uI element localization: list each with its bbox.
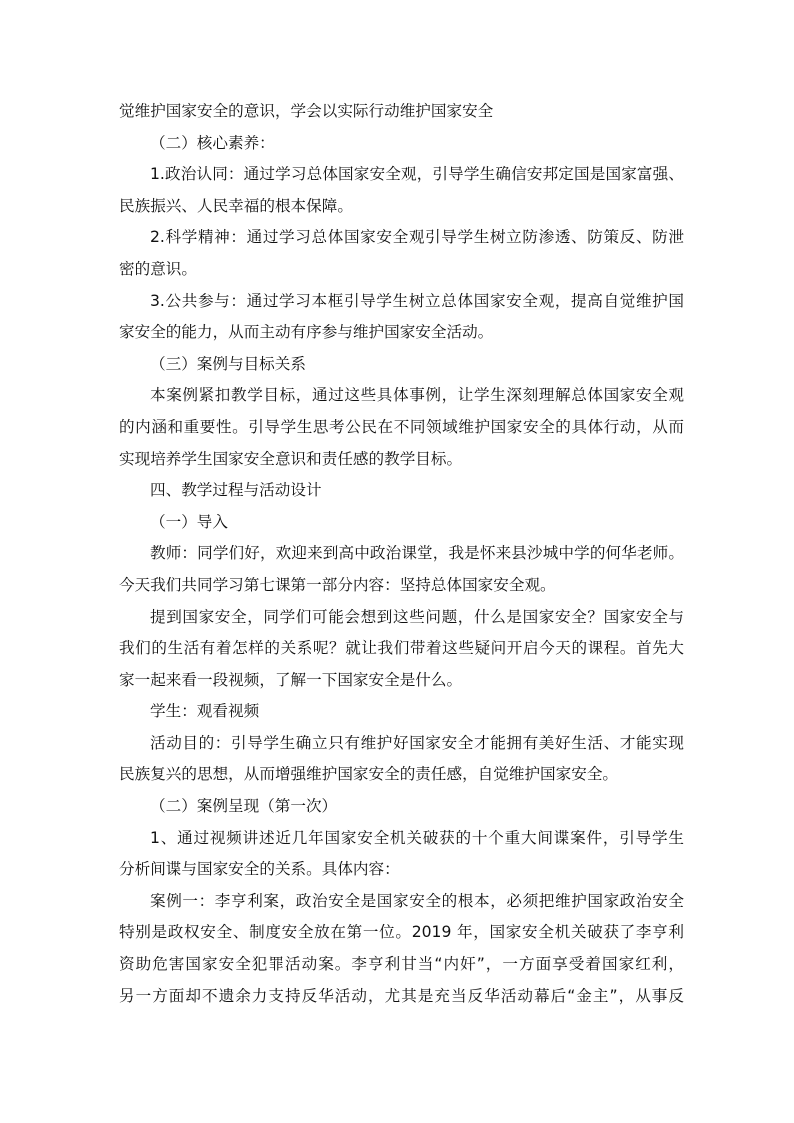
text-line: 今天我们共同学习第七课第一部分内容：坚持总体国家安全观。 <box>119 575 556 594</box>
section-heading-teaching-process: 四、教学过程与活动设计 <box>150 481 322 500</box>
text-line: 分析间谍与国家安全的关系。具体内容： <box>119 860 400 879</box>
text-line: 3.公共参与：通过学习本框引导学生树立总体国家安全观，提高自觉维护国 <box>150 291 684 310</box>
text-line: 本案例紧扣教学目标，通过这些具体事例，让学生深刻理解总体国家安全观 <box>150 386 684 405</box>
text-line: 提到国家安全，同学们可能会想到这些问题，什么是国家安全？国家安全与 <box>150 607 684 626</box>
text-line: 家安全的能力，从而主动有序参与维护国家安全活动。 <box>119 323 494 342</box>
text-line: 教师：同学们好，欢迎来到高中政治课堂，我是怀来县沙城中学的何华老师。 <box>150 544 684 563</box>
text-line: 觉维护国家安全的意识，学会以实际行动维护国家安全 <box>119 102 494 120</box>
text-line: 活动目的：引导学生确立只有维护好国家安全才能拥有美好生活、才能实现 <box>150 733 684 752</box>
text-line: 另一方面却不遗余力支持反华活动，尤其是充当反华活动幕后“金主”，从事反 <box>119 986 684 1005</box>
text-line: 我们的生活有着怎样的关系呢？就让我们带着这些疑问开启今天的课程。首先大 <box>119 639 684 658</box>
text-line: 案例一：李亨利案，政治安全是国家安全的根本，必须把维护国家政治安全 <box>150 891 684 910</box>
document-body <box>119 96 684 1012</box>
text-line: 学生：观看视频 <box>150 702 260 721</box>
text-line: 密的意识。 <box>119 259 197 278</box>
text-line: 特别是政权安全、制度安全放在第一位。2019 年，国家安全机关破获了李亨利 <box>119 923 684 942</box>
text-line: 的内涵和重要性。引导学生思考公民在不同领域维护国家安全的具体行动，从而 <box>119 417 684 436</box>
text-line: 家一起来看一段视频，了解一下国家安全是什么。 <box>119 670 463 689</box>
text-line: 1、通过视频讲述近几年国家安全机关破获的十个重大间谍案件，引导学生 <box>150 828 684 847</box>
text-line: 实现培养学生国家安全意识和责任感的教学目标。 <box>119 449 463 468</box>
text-line: 2.科学精神：通过学习总体国家安全观引导学生树立防渗透、防策反、防泄 <box>150 228 684 247</box>
section-heading-introduction: （一）导入 <box>150 512 228 531</box>
text-line: 民族振兴、人民幸福的根本保障。 <box>119 196 353 215</box>
text-line: 民族复兴的思想，从而增强维护国家安全的责任感，自觉维护国家安全。 <box>119 765 619 784</box>
text-line: 1.政治认同：通过学习总体国家安全观，引导学生确信安邦定国是国家富强、 <box>150 165 684 184</box>
section-heading-case-presentation: （二）案例呈现（第一次） <box>150 797 338 816</box>
section-heading-case-goal: （三）案例与目标关系 <box>150 354 306 373</box>
text-line: 资助危害国家安全犯罪活动案。李亨利甘当“内奸”，一方面享受着国家红利， <box>119 955 684 974</box>
section-heading-core-literacy: （二）核心素养： <box>150 133 275 152</box>
